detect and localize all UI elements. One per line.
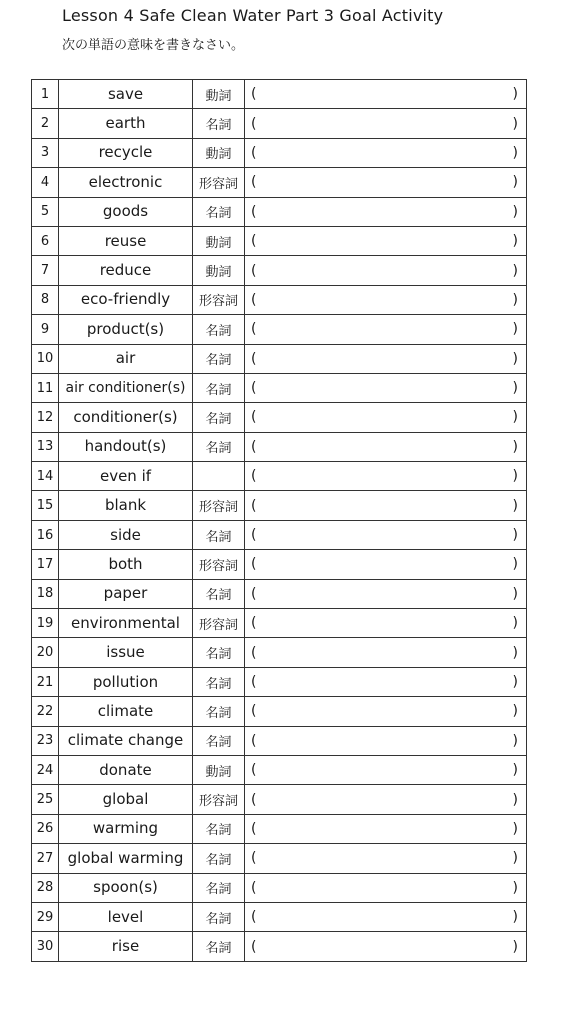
part-of-speech: 形容詞 [193, 785, 245, 814]
table-row [32, 550, 527, 579]
open-paren: ( [251, 674, 257, 690]
close-paren: ) [512, 674, 518, 690]
row-number: 25 [32, 785, 59, 814]
answer-cell[interactable] [245, 638, 527, 667]
row-number: 18 [32, 579, 59, 608]
table-row [32, 491, 527, 520]
vocab-word: electronic [59, 168, 193, 197]
open-paren: ( [251, 644, 257, 661]
answer-cell[interactable] [245, 109, 527, 138]
vocab-word: pollution [59, 667, 193, 696]
part-of-speech: 形容詞 [193, 168, 245, 197]
answer-cell[interactable] [245, 226, 527, 255]
open-paren: ( [251, 291, 257, 308]
close-paren: ) [512, 938, 518, 955]
row-number: 20 [32, 638, 59, 667]
row-number: 9 [32, 315, 59, 344]
close-paren: ) [512, 291, 518, 308]
close-paren: ) [512, 350, 518, 367]
answer-cell[interactable] [245, 844, 527, 873]
close-paren: ) [512, 732, 518, 749]
table-row [32, 755, 527, 784]
row-number: 22 [32, 697, 59, 726]
answer-cell[interactable] [245, 403, 527, 432]
row-number: 28 [32, 873, 59, 902]
open-paren: ( [251, 233, 257, 250]
close-paren: ) [512, 409, 518, 426]
part-of-speech: 名詞 [193, 579, 245, 608]
close-paren: ) [512, 615, 518, 632]
row-number: 29 [32, 902, 59, 931]
open-paren: ( [251, 791, 257, 808]
open-paren: ( [251, 762, 257, 779]
open-paren: ( [251, 144, 257, 161]
vocab-word: both [59, 550, 193, 579]
open-paren: ( [251, 86, 257, 103]
row-number: 2 [32, 109, 59, 138]
table-row [32, 80, 527, 109]
row-number: 26 [32, 814, 59, 843]
table-row [32, 667, 527, 696]
table-row [32, 344, 527, 373]
open-paren: ( [251, 468, 257, 485]
vocab-word: earth [59, 109, 193, 138]
answer-cell[interactable] [245, 315, 527, 344]
vocab-word: reuse [59, 226, 193, 255]
part-of-speech: 名詞 [193, 697, 245, 726]
open-paren: ( [251, 203, 257, 220]
table-row [32, 256, 527, 285]
open-paren: ( [251, 438, 257, 455]
table-row [32, 844, 527, 873]
part-of-speech [193, 462, 245, 491]
part-of-speech: 名詞 [193, 403, 245, 432]
open-paren: ( [251, 615, 257, 632]
part-of-speech: 名詞 [193, 844, 245, 873]
row-number: 4 [32, 168, 59, 197]
table-row [32, 462, 527, 491]
row-number: 19 [32, 609, 59, 638]
row-number: 3 [32, 138, 59, 167]
open-paren: ( [251, 585, 257, 602]
table-row [32, 373, 527, 402]
answer-cell[interactable] [245, 755, 527, 784]
part-of-speech: 形容詞 [193, 609, 245, 638]
close-paren: ) [512, 468, 518, 485]
open-paren: ( [251, 909, 257, 926]
open-paren: ( [251, 732, 257, 749]
part-of-speech: 形容詞 [193, 550, 245, 579]
close-paren: ) [512, 850, 518, 867]
open-paren: ( [251, 820, 257, 837]
part-of-speech: 名詞 [193, 726, 245, 755]
open-paren: ( [251, 938, 257, 955]
part-of-speech: 名詞 [193, 109, 245, 138]
part-of-speech: 名詞 [193, 814, 245, 843]
vocab-word: eco-friendly [59, 285, 193, 314]
part-of-speech: 形容詞 [193, 285, 245, 314]
row-number: 27 [32, 844, 59, 873]
answer-cell[interactable] [245, 373, 527, 402]
part-of-speech: 名詞 [193, 902, 245, 931]
table-row [32, 226, 527, 255]
part-of-speech: 動詞 [193, 138, 245, 167]
vocabulary-table [31, 79, 527, 962]
table-row [32, 932, 527, 961]
vocab-word: handout(s) [59, 432, 193, 461]
table-row [32, 609, 527, 638]
table-row [32, 697, 527, 726]
row-number: 16 [32, 520, 59, 549]
vocab-word: spoon(s) [59, 873, 193, 902]
answer-cell[interactable] [245, 462, 527, 491]
answer-cell[interactable] [245, 344, 527, 373]
answer-cell[interactable] [245, 138, 527, 167]
vocab-word: paper [59, 579, 193, 608]
close-paren: ) [512, 556, 518, 573]
worksheet-title: Lesson 4 Safe Clean Water Part 3 Goal Activity [62, 6, 444, 25]
close-paren: ) [512, 174, 518, 191]
row-number: 8 [32, 285, 59, 314]
part-of-speech: 名詞 [193, 520, 245, 549]
open-paren: ( [251, 115, 257, 132]
open-paren: ( [251, 556, 257, 573]
part-of-speech: 名詞 [193, 373, 245, 402]
close-paren: ) [512, 115, 518, 132]
table-row [32, 285, 527, 314]
answer-cell[interactable] [245, 432, 527, 461]
part-of-speech: 名詞 [193, 667, 245, 696]
worksheet-instruction: 次の単語の意味を書きなさい。 [62, 38, 245, 53]
row-number: 1 [32, 80, 59, 109]
close-paren: ) [512, 527, 518, 544]
table-row [32, 726, 527, 755]
vocab-word: product(s) [59, 315, 193, 344]
vocab-word: side [59, 520, 193, 549]
table-row [32, 138, 527, 167]
part-of-speech: 動詞 [193, 226, 245, 255]
open-paren: ( [251, 879, 257, 896]
row-number: 24 [32, 755, 59, 784]
answer-cell[interactable] [245, 697, 527, 726]
part-of-speech: 動詞 [193, 80, 245, 109]
vocab-word: global warming [59, 844, 193, 873]
vocab-word: goods [59, 197, 193, 226]
part-of-speech: 名詞 [193, 932, 245, 961]
answer-cell[interactable] [245, 609, 527, 638]
row-number: 13 [32, 432, 59, 461]
row-number: 17 [32, 550, 59, 579]
row-number: 11 [32, 373, 59, 402]
close-paren: ) [512, 438, 518, 455]
vocab-word: issue [59, 638, 193, 667]
vocabulary-table-body [32, 80, 527, 962]
answer-cell[interactable] [245, 80, 527, 109]
vocab-word: recycle [59, 138, 193, 167]
answer-cell[interactable] [245, 667, 527, 696]
vocab-word: donate [59, 755, 193, 784]
close-paren: ) [512, 909, 518, 926]
vocab-word: save [59, 80, 193, 109]
table-row [32, 109, 527, 138]
answer-cell[interactable] [245, 197, 527, 226]
vocab-word: blank [59, 491, 193, 520]
vocab-word: even if [59, 462, 193, 491]
row-number: 23 [32, 726, 59, 755]
close-paren: ) [512, 262, 518, 279]
table-row [32, 902, 527, 931]
close-paren: ) [512, 203, 518, 220]
row-number: 10 [32, 344, 59, 373]
vocab-word: rise [59, 932, 193, 961]
part-of-speech: 名詞 [193, 315, 245, 344]
close-paren: ) [512, 820, 518, 837]
close-paren: ) [512, 380, 518, 397]
vocab-word: environmental [59, 609, 193, 638]
table-row [32, 873, 527, 902]
answer-cell[interactable] [245, 168, 527, 197]
vocab-word: air conditioner(s) [59, 373, 193, 402]
open-paren: ( [251, 380, 257, 397]
open-paren: ( [251, 703, 257, 720]
row-number: 30 [32, 932, 59, 961]
part-of-speech: 形容詞 [193, 491, 245, 520]
table-row [32, 520, 527, 549]
answer-cell[interactable] [245, 579, 527, 608]
close-paren: ) [512, 497, 518, 514]
close-paren: ) [512, 233, 518, 250]
answer-cell[interactable] [245, 256, 527, 285]
vocab-word: air [59, 344, 193, 373]
answer-cell[interactable] [245, 726, 527, 755]
vocab-word: warming [59, 814, 193, 843]
answer-cell[interactable] [245, 785, 527, 814]
vocab-word: reduce [59, 256, 193, 285]
answer-cell[interactable] [245, 873, 527, 902]
open-paren: ( [251, 262, 257, 279]
answer-cell[interactable] [245, 520, 527, 549]
vocab-word: conditioner(s) [59, 403, 193, 432]
open-paren: ( [251, 321, 257, 338]
table-row [32, 638, 527, 667]
close-paren: ) [512, 703, 518, 720]
answer-cell[interactable] [245, 902, 527, 931]
close-paren: ) [512, 144, 518, 161]
open-paren: ( [251, 527, 257, 544]
open-paren: ( [251, 850, 257, 867]
table-row [32, 814, 527, 843]
part-of-speech: 動詞 [193, 755, 245, 784]
table-row [32, 168, 527, 197]
vocab-word: level [59, 902, 193, 931]
open-paren: ( [251, 174, 257, 191]
close-paren: ) [512, 644, 518, 661]
row-number: 14 [32, 462, 59, 491]
close-paren: ) [512, 321, 518, 338]
table-row [32, 579, 527, 608]
row-number: 12 [32, 403, 59, 432]
close-paren: ) [512, 585, 518, 602]
close-paren: ) [512, 762, 518, 779]
answer-cell[interactable] [245, 550, 527, 579]
open-paren: ( [251, 497, 257, 514]
table-row [32, 403, 527, 432]
table-row [32, 197, 527, 226]
vocab-word: global [59, 785, 193, 814]
row-number: 21 [32, 667, 59, 696]
part-of-speech: 名詞 [193, 344, 245, 373]
close-paren: ) [512, 86, 518, 103]
row-number: 6 [32, 226, 59, 255]
answer-cell[interactable] [245, 932, 527, 961]
part-of-speech: 名詞 [193, 432, 245, 461]
part-of-speech: 名詞 [193, 873, 245, 902]
table-row [32, 315, 527, 344]
close-paren: ) [512, 879, 518, 896]
vocab-word: climate [59, 697, 193, 726]
part-of-speech: 動詞 [193, 256, 245, 285]
answer-cell[interactable] [245, 814, 527, 843]
open-paren: ( [251, 409, 257, 426]
row-number: 7 [32, 256, 59, 285]
table-row [32, 432, 527, 461]
row-number: 15 [32, 491, 59, 520]
part-of-speech: 名詞 [193, 638, 245, 667]
answer-cell[interactable] [245, 491, 527, 520]
table-row [32, 785, 527, 814]
close-paren: ) [512, 791, 518, 808]
row-number: 5 [32, 197, 59, 226]
vocab-word: climate change [59, 726, 193, 755]
part-of-speech: 名詞 [193, 197, 245, 226]
open-paren: ( [251, 350, 257, 367]
answer-cell[interactable] [245, 285, 527, 314]
